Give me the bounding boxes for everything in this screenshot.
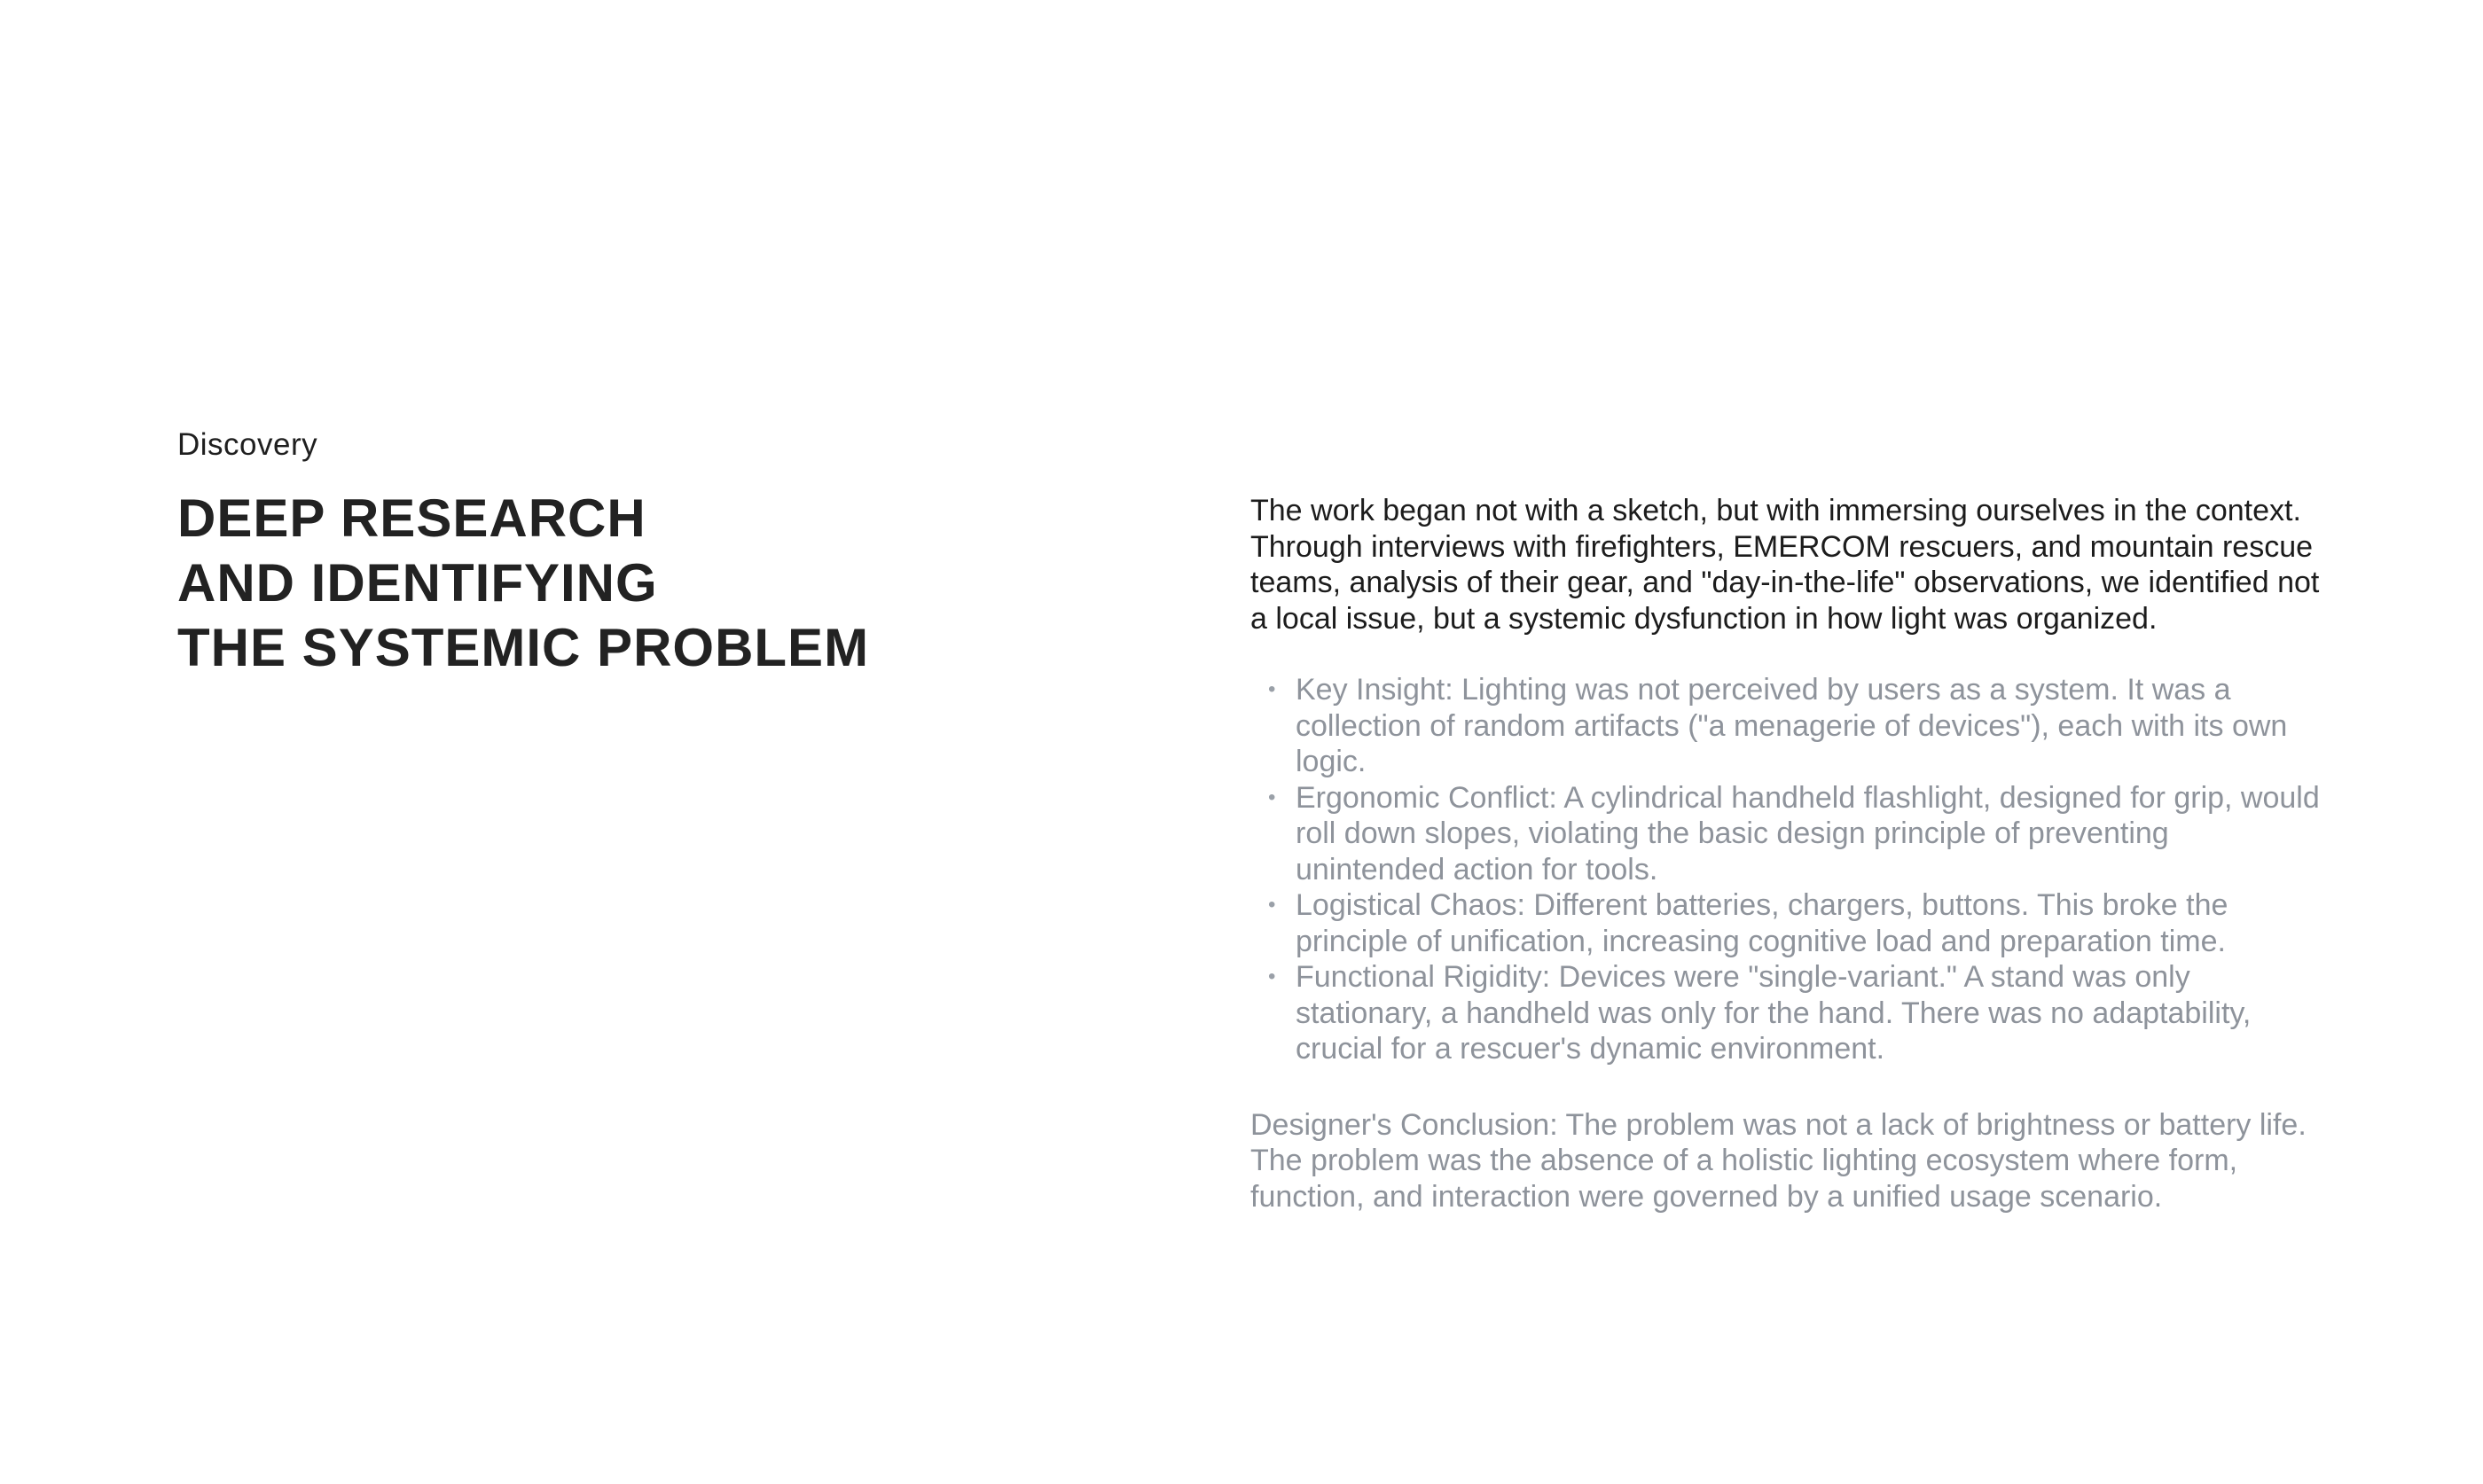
list-item <box>1250 780 2323 888</box>
list-item <box>1250 887 2323 959</box>
bullet-icon: • <box>1268 893 1276 917</box>
list-item-text: Logistical Chaos: Different batteries, chargers, buttons. This broke the principle of unification, increasing cognitive load and preparation time. <box>1296 888 2228 958</box>
intro-paragraph: The work began not with a sketch, but with immersing ourselves in the context. Through interviews with firefighters, EMERCOM rescuers, and mountain rescue teams, analysis of their gear, and "day-in-the-life" observations, we identified not a local issue, but a systemic dysfunction in how light was organized. <box>1250 494 2320 636</box>
bullet-icon: • <box>1268 965 1276 988</box>
bullet-icon: • <box>1268 785 1276 809</box>
list-item-text: Functional Rigidity: Devices were "single-variant." A stand was only stationary, a handheld was only for the hand. There was no adaptability, crucial for a rescuer's dynamic environment. <box>1296 960 2252 1066</box>
section-eyebrow: Discovery <box>177 427 318 462</box>
title-line-3: THE SYSTEMIC PROBLEM <box>177 618 870 677</box>
conclusion-paragraph: Designer's Conclusion: The problem was not a lack of brightness or battery life. The problem was the absence of a holistic lighting ecosystem where form, function, and interaction were governed by a unified usage scenario. <box>1250 1107 2307 1214</box>
bullet-icon: • <box>1268 677 1276 701</box>
insights-list <box>1250 672 2323 1067</box>
content-column <box>1250 493 2323 1215</box>
list-item-text: Ergonomic Conflict: A cylindrical handheld flashlight, designed for grip, would roll down slopes, violating the basic design principle of preventing unintended action for tools. <box>1296 780 2320 886</box>
page-title <box>177 486 869 680</box>
list-item <box>1250 672 2323 780</box>
title-line-1: DEEP RESEARCH <box>177 488 646 548</box>
title-line-2: AND IDENTIFYING <box>177 553 658 613</box>
list-item <box>1250 959 2323 1067</box>
list-item-text: Key Insight: Lighting was not perceived by users as a system. It was a collection of random artifacts ("a menagerie of devices"), each with its own logic. <box>1296 673 2288 778</box>
